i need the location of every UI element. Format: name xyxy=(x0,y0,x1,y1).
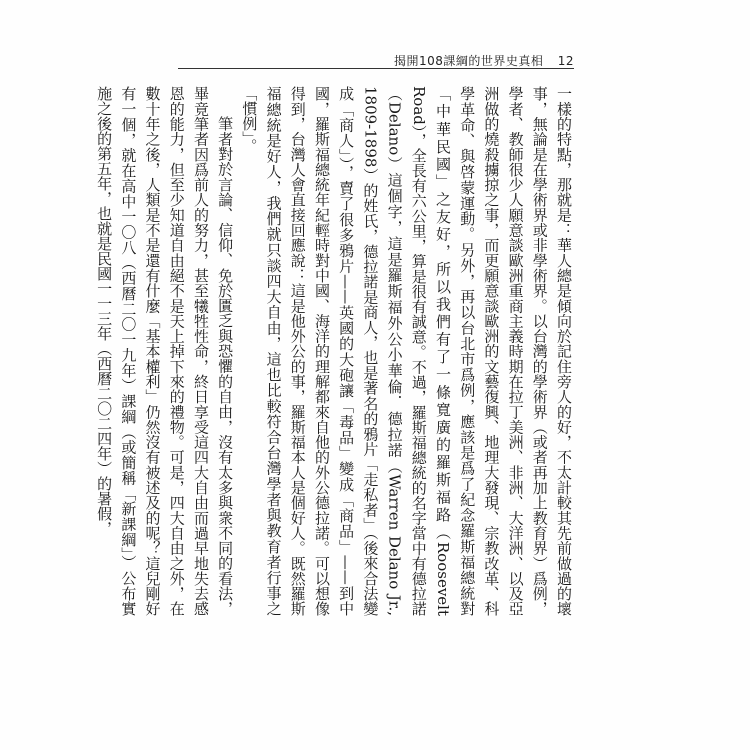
paragraph-2: 筆者對於言論、信仰、免於匱乏與恐懼的自由，沒有太多與衆不同的看法，畢竟筆者因爲前人的努力，甚至犧牲性命，終日享受這四大自由而過早地失去感恩的能力，但至少知道自由絕不是天上掉下來的禮物。可是，四大自由之外，在數十年之後，人類是不是還有什麼「基本權利」仍然沒有被述及的呢？這兒剛好有一個，就在高中一〇八（西曆二〇一九年）課綱（或簡稱「新課綱」）公布實施之後的第五年，也就是民國一一三年（西曆二〇二四年）的暑假， xyxy=(95,86,235,616)
book-title: 揭開108課綱的世界史真相 xyxy=(393,54,544,68)
paragraph-1: 一樣的特點，那就是：華人總是傾向於記住旁人的好，不太計較其先前做過的壞事，無論是在學術界或非學術界。以台灣的學術界（或者再加上教育界）爲例，學者、教師很少人願意談歐洲重商主義時期在拉丁美洲、非洲、大洋洲、以及亞洲做的燒殺擄掠之事，而更願意談歐洲的文藝復興、地理大發現、宗教改革、科學革命、與啓蒙運動。另外，再以台北市爲例，應該是爲了紀念羅斯福總統對「中華民國」之友好，所以我們有了一條寬廣的羅斯福路（Roosevelt Road），全長有六公里，算是很有誠意。不過，羅斯福總統的名字當中有德拉諾（Delano）這個字，這是羅斯福外公小華倫．德拉諾（Warren Delano Jr., 1809-1898）的姓氏，德拉諾是商人，也是著名的鴉片「走私者」（後來合法變成「商人」），賣了很多鴉片——英國的大砲讓「毒品」變成「商品」——到中國，羅斯福總統年紀輕時對中國、海洋的理解都來自他的外公德拉諾。可以想像得到，台灣人會直接回應說：這是他外公的事，羅斯福本人是個好人。既然羅斯福總統是好人，我們就只談四大自由，這也比較符合台灣學者與教育者行事之「慣例」。 xyxy=(240,86,573,616)
header-rule xyxy=(178,68,574,69)
page-number: 12 xyxy=(557,54,574,68)
vertical-text-body xyxy=(95,86,576,616)
page-header xyxy=(394,52,574,69)
